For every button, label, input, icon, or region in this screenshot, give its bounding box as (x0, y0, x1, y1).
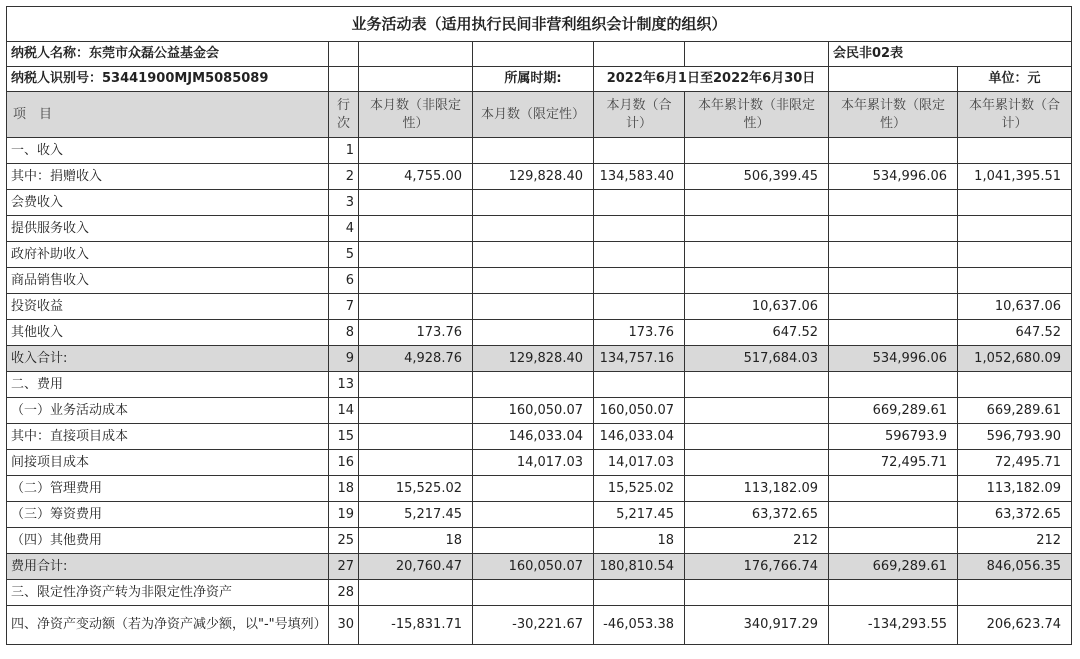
table-row (7, 372, 1072, 398)
row-value-c2: 14,017.03 (473, 450, 594, 476)
table-row (7, 502, 1072, 528)
table-row (7, 268, 1072, 294)
row-value-c4: 113,182.09 (685, 476, 829, 502)
header-ytd-total: 本年累计数（合计） (958, 92, 1072, 138)
row-value-c4 (685, 580, 829, 606)
title-row (7, 7, 1072, 42)
row-value-c3 (594, 138, 685, 164)
table-row (7, 424, 1072, 450)
row-item-label: 一、收入 (7, 138, 329, 164)
row-item-label: 二、费用 (7, 372, 329, 398)
row-line-number: 5 (329, 242, 359, 268)
table-row (7, 580, 1072, 606)
row-value-c3 (594, 372, 685, 398)
row-value-c3 (594, 268, 685, 294)
row-item-label: 费用合计: (7, 554, 329, 580)
row-value-c1 (359, 138, 473, 164)
row-item-label: 其他收入 (7, 320, 329, 346)
activity-statement-table (6, 6, 1072, 645)
row-value-c4: 176,766.74 (685, 554, 829, 580)
row-value-c3 (594, 216, 685, 242)
table-row (7, 294, 1072, 320)
row-value-c1 (359, 450, 473, 476)
row-value-c3 (594, 242, 685, 268)
table-row (7, 476, 1072, 502)
table-row (7, 346, 1072, 372)
table-row (7, 450, 1072, 476)
row-value-c6: 596,793.90 (958, 424, 1072, 450)
form-code: 会民非02表 (829, 42, 1072, 67)
row-item-label: 其中：捐赠收入 (7, 164, 329, 190)
row-value-c2 (473, 528, 594, 554)
row-value-c4 (685, 398, 829, 424)
row-value-c4: 340,917.29 (685, 606, 829, 645)
row-line-number: 3 (329, 190, 359, 216)
row-value-c5 (829, 190, 958, 216)
header-ytd-restricted: 本年累计数（限定性） (829, 92, 958, 138)
row-value-c2 (473, 190, 594, 216)
row-item-label: 收入合计: (7, 346, 329, 372)
row-value-c5: -134,293.55 (829, 606, 958, 645)
row-value-c3: 173.76 (594, 320, 685, 346)
period-label: 所属时期: (473, 67, 594, 92)
row-value-c5: 72,495.71 (829, 450, 958, 476)
row-value-c2: 129,828.40 (473, 164, 594, 190)
row-value-c2: 129,828.40 (473, 346, 594, 372)
row-value-c1 (359, 268, 473, 294)
row-item-label: 其中：直接项目成本 (7, 424, 329, 450)
row-value-c3 (594, 190, 685, 216)
table-row (7, 216, 1072, 242)
row-value-c5: 596793.9 (829, 424, 958, 450)
activity-statement-sheet (6, 6, 1071, 645)
row-value-c2 (473, 502, 594, 528)
row-value-c5 (829, 216, 958, 242)
row-value-c1: 173.76 (359, 320, 473, 346)
table-row (7, 554, 1072, 580)
row-value-c3: 5,217.45 (594, 502, 685, 528)
row-value-c1: 18 (359, 528, 473, 554)
row-value-c3: 180,810.54 (594, 554, 685, 580)
statement-title: 业务活动表（适用执行民间非营利组织会计制度的组织） (7, 7, 1072, 42)
row-value-c3: 15,525.02 (594, 476, 685, 502)
row-value-c4 (685, 242, 829, 268)
row-value-c4 (685, 372, 829, 398)
row-value-c6 (958, 372, 1072, 398)
row-value-c4 (685, 424, 829, 450)
row-value-c5 (829, 294, 958, 320)
row-value-c1 (359, 372, 473, 398)
row-value-c2 (473, 372, 594, 398)
table-row (7, 242, 1072, 268)
row-value-c4: 647.52 (685, 320, 829, 346)
row-value-c1: 4,928.76 (359, 346, 473, 372)
table-row (7, 398, 1072, 424)
row-value-c6 (958, 138, 1072, 164)
row-value-c6 (958, 268, 1072, 294)
row-item-label: 会费收入 (7, 190, 329, 216)
row-value-c4: 517,684.03 (685, 346, 829, 372)
row-item-label: 四、净资产变动额（若为净资产减少额，以"-"号填列） (7, 606, 329, 645)
row-value-c6 (958, 242, 1072, 268)
row-value-c1 (359, 294, 473, 320)
row-value-c4: 10,637.06 (685, 294, 829, 320)
meta-row-1 (7, 42, 1072, 67)
row-value-c3 (594, 294, 685, 320)
row-item-label: （三）筹资费用 (7, 502, 329, 528)
row-value-c6: 206,623.74 (958, 606, 1072, 645)
row-value-c4 (685, 268, 829, 294)
header-ytd-unrestricted: 本年累计数（非限定性） (685, 92, 829, 138)
taxpayer-name: 纳税人名称：东莞市众磊公益基金会 (7, 42, 329, 67)
row-value-c6: 647.52 (958, 320, 1072, 346)
row-value-c1 (359, 190, 473, 216)
row-line-number: 15 (329, 424, 359, 450)
row-value-c2 (473, 268, 594, 294)
row-value-c1: -15,831.71 (359, 606, 473, 645)
row-value-c5: 534,996.06 (829, 164, 958, 190)
row-value-c5 (829, 320, 958, 346)
row-value-c2 (473, 294, 594, 320)
header-month-total: 本月数（合计） (594, 92, 685, 138)
header-line: 行次 (329, 92, 359, 138)
row-value-c5: 669,289.61 (829, 554, 958, 580)
row-line-number: 27 (329, 554, 359, 580)
row-value-c6: 669,289.61 (958, 398, 1072, 424)
row-line-number: 2 (329, 164, 359, 190)
row-value-c4: 212 (685, 528, 829, 554)
row-value-c2 (473, 320, 594, 346)
row-value-c2: 160,050.07 (473, 554, 594, 580)
row-value-c5: 534,996.06 (829, 346, 958, 372)
row-line-number: 4 (329, 216, 359, 242)
row-line-number: 1 (329, 138, 359, 164)
row-value-c6: 10,637.06 (958, 294, 1072, 320)
row-item-label: （四）其他费用 (7, 528, 329, 554)
row-value-c1: 4,755.00 (359, 164, 473, 190)
row-line-number: 14 (329, 398, 359, 424)
row-value-c2 (473, 216, 594, 242)
row-value-c4 (685, 216, 829, 242)
row-value-c1 (359, 580, 473, 606)
row-item-label: 间接项目成本 (7, 450, 329, 476)
row-value-c5 (829, 138, 958, 164)
table-row (7, 320, 1072, 346)
row-value-c6: 63,372.65 (958, 502, 1072, 528)
row-item-label: （二）管理费用 (7, 476, 329, 502)
row-value-c2: 146,033.04 (473, 424, 594, 450)
row-value-c4: 63,372.65 (685, 502, 829, 528)
row-value-c1 (359, 242, 473, 268)
unit-label: 单位：元 (958, 67, 1072, 92)
table-row (7, 138, 1072, 164)
row-value-c1 (359, 216, 473, 242)
row-value-c1: 5,217.45 (359, 502, 473, 528)
row-value-c6: 1,041,395.51 (958, 164, 1072, 190)
row-value-c1: 20,760.47 (359, 554, 473, 580)
row-line-number: 28 (329, 580, 359, 606)
row-value-c5 (829, 242, 958, 268)
header-item: 项 目 (7, 92, 329, 138)
row-value-c5 (829, 268, 958, 294)
row-value-c1 (359, 398, 473, 424)
row-value-c5 (829, 476, 958, 502)
row-value-c5 (829, 502, 958, 528)
row-value-c3: -46,053.38 (594, 606, 685, 645)
row-item-label: 投资收益 (7, 294, 329, 320)
row-line-number: 19 (329, 502, 359, 528)
row-value-c6 (958, 216, 1072, 242)
row-value-c5 (829, 372, 958, 398)
row-line-number: 16 (329, 450, 359, 476)
meta-row-2 (7, 67, 1072, 92)
row-value-c5: 669,289.61 (829, 398, 958, 424)
row-item-label: （一）业务活动成本 (7, 398, 329, 424)
row-line-number: 13 (329, 372, 359, 398)
table-row (7, 164, 1072, 190)
row-value-c6: 846,056.35 (958, 554, 1072, 580)
row-value-c4 (685, 190, 829, 216)
row-value-c3 (594, 580, 685, 606)
row-line-number: 30 (329, 606, 359, 645)
row-item-label: 政府补助收入 (7, 242, 329, 268)
row-value-c5 (829, 580, 958, 606)
row-value-c2 (473, 476, 594, 502)
row-value-c3: 134,757.16 (594, 346, 685, 372)
row-value-c6: 212 (958, 528, 1072, 554)
header-month-unrestricted: 本月数（非限定性） (359, 92, 473, 138)
row-value-c6: 1,052,680.09 (958, 346, 1072, 372)
row-line-number: 25 (329, 528, 359, 554)
row-value-c1 (359, 424, 473, 450)
row-value-c2 (473, 580, 594, 606)
row-value-c2: 160,050.07 (473, 398, 594, 424)
table-row (7, 528, 1072, 554)
row-value-c2 (473, 242, 594, 268)
row-value-c2: -30,221.67 (473, 606, 594, 645)
row-value-c1: 15,525.02 (359, 476, 473, 502)
header-month-restricted: 本月数（限定性） (473, 92, 594, 138)
row-value-c4 (685, 450, 829, 476)
row-value-c3: 134,583.40 (594, 164, 685, 190)
row-value-c6: 72,495.71 (958, 450, 1072, 476)
row-value-c3: 14,017.03 (594, 450, 685, 476)
row-line-number: 9 (329, 346, 359, 372)
row-value-c3: 146,033.04 (594, 424, 685, 450)
row-line-number: 18 (329, 476, 359, 502)
row-line-number: 8 (329, 320, 359, 346)
taxpayer-id: 纳税人识别号：53441900MJM5085089 (7, 67, 329, 92)
row-value-c4: 506,399.45 (685, 164, 829, 190)
row-value-c6 (958, 190, 1072, 216)
row-item-label: 提供服务收入 (7, 216, 329, 242)
row-line-number: 7 (329, 294, 359, 320)
table-row (7, 190, 1072, 216)
row-value-c3: 160,050.07 (594, 398, 685, 424)
row-value-c2 (473, 138, 594, 164)
row-value-c5 (829, 528, 958, 554)
row-line-number: 6 (329, 268, 359, 294)
row-item-label: 商品销售收入 (7, 268, 329, 294)
period-value: 2022年6月1日至2022年6月30日 (594, 67, 829, 92)
table-row (7, 606, 1072, 645)
row-value-c6 (958, 580, 1072, 606)
row-item-label: 三、限定性净资产转为非限定性净资产 (7, 580, 329, 606)
header-row (7, 92, 1072, 138)
row-value-c4 (685, 138, 829, 164)
row-value-c3: 18 (594, 528, 685, 554)
row-value-c6: 113,182.09 (958, 476, 1072, 502)
